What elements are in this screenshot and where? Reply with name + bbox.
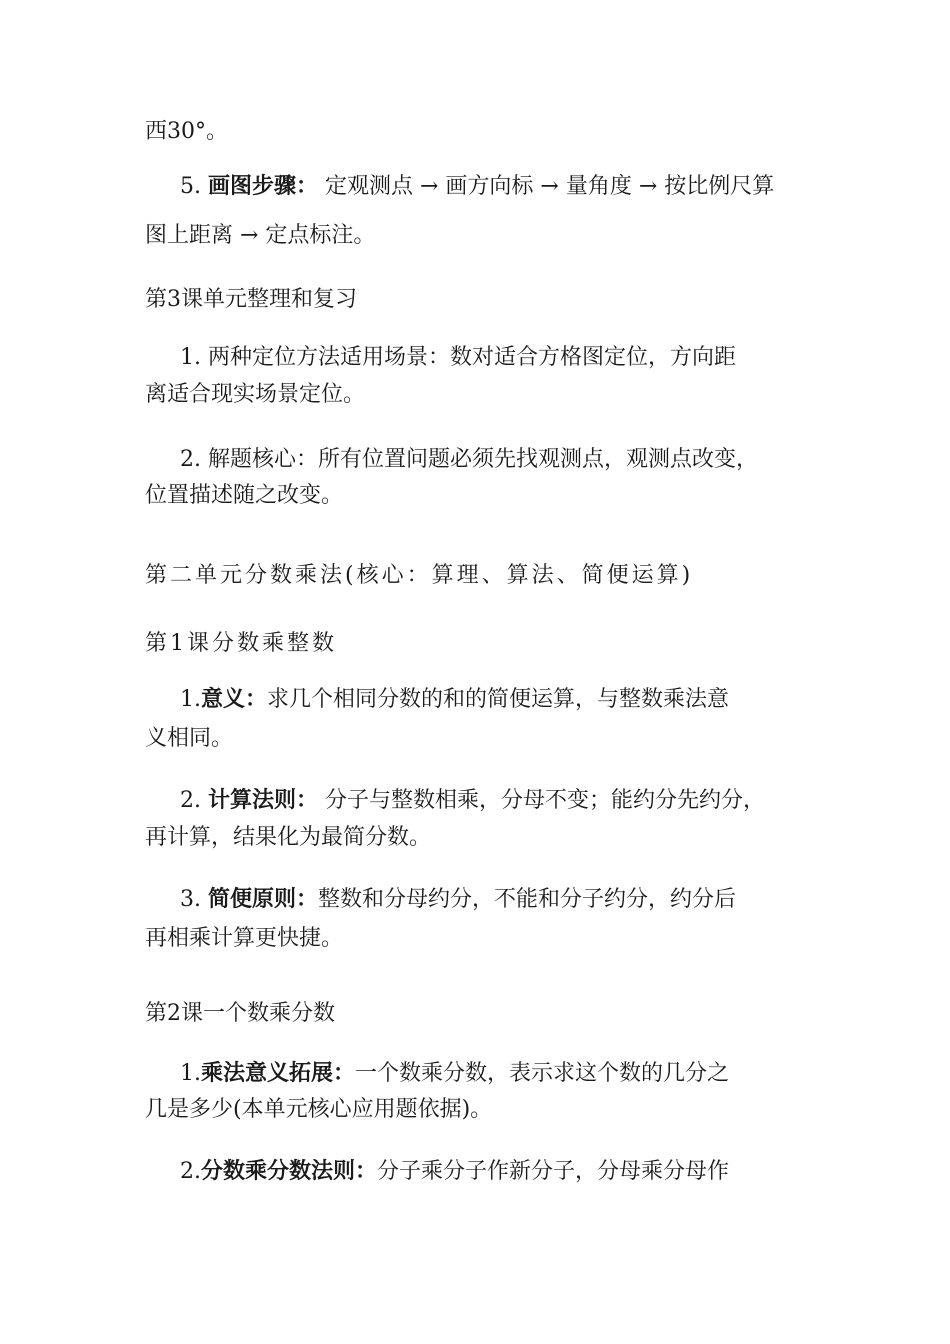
text-line (145, 824, 431, 852)
text-line (145, 381, 365, 409)
line-text: 西30°。 (145, 119, 228, 144)
list-item (180, 1157, 729, 1186)
item-number: 2. (180, 1159, 201, 1184)
item-title: 乘法意义拓展： (201, 1060, 356, 1086)
item-number: 3. (180, 887, 201, 912)
text-line (145, 118, 228, 146)
item-title: 画图步骤： (208, 173, 319, 199)
item-title: 计算法则： (208, 787, 319, 813)
text-line (145, 725, 233, 753)
item-text: 定观测点 → 画方向标 → 量角度 → 按比例尺算 (325, 174, 775, 199)
line-text: 再相乘计算更快捷。 (145, 926, 344, 951)
text-line (145, 1096, 492, 1124)
item-title: 意义： (201, 686, 268, 712)
section-heading: 第3课单元整理和复习 (145, 287, 357, 312)
line-text: 1. 两种定位方法适用场景：数对适合方格图定位，方向距 (180, 345, 736, 370)
section-heading: 第1课分数乘整数 (145, 631, 337, 656)
text-line (145, 222, 375, 250)
section-heading: 第2课一个数乘分数 (145, 1001, 335, 1026)
list-item (180, 685, 729, 714)
line-text: 位置描述随之改变。 (145, 483, 344, 508)
item-title: 简便原则： (208, 886, 319, 912)
list-item (180, 344, 736, 372)
list-item (180, 446, 758, 474)
item-text: 分子与整数相乘，分母不变；能约分先约分， (325, 788, 766, 813)
list-item (180, 1059, 729, 1088)
list-item (180, 172, 774, 201)
unit-heading: 第二单元分数乘法(核心：算理、算法、简便运算) (145, 563, 694, 588)
item-text: 整数和分母约分，不能和分子约分，约分后 (318, 887, 737, 912)
item-number: 5. (180, 174, 201, 199)
list-item (180, 786, 765, 815)
line-text: 几是多少(本单元核心应用题依据)。 (145, 1097, 493, 1122)
item-number: 1. (180, 1061, 201, 1086)
text-line (145, 925, 343, 953)
item-text: 一个数乘分数，表示求这个数的几分之 (355, 1061, 730, 1086)
item-text: 分子乘分子作新分子，分母乘分母作 (377, 1159, 730, 1184)
item-number: 1. (180, 687, 201, 712)
item-title: 分数乘分数法则： (201, 1158, 378, 1184)
item-text: 求几个相同分数的和的简便运算，与整数乘法意 (267, 687, 730, 712)
item-number: 2. (180, 788, 201, 813)
line-text: 2. 解题核心：所有位置问题必须先找观测点，观测点改变， (180, 447, 758, 472)
line-text: 图上距离 → 定点标注。 (145, 223, 376, 248)
text-line (145, 482, 343, 510)
line-text: 离适合现实场景定位。 (145, 382, 366, 407)
line-text: 义相同。 (145, 726, 234, 751)
list-item (180, 885, 736, 914)
line-text: 再计算，结果化为最简分数。 (145, 825, 432, 850)
